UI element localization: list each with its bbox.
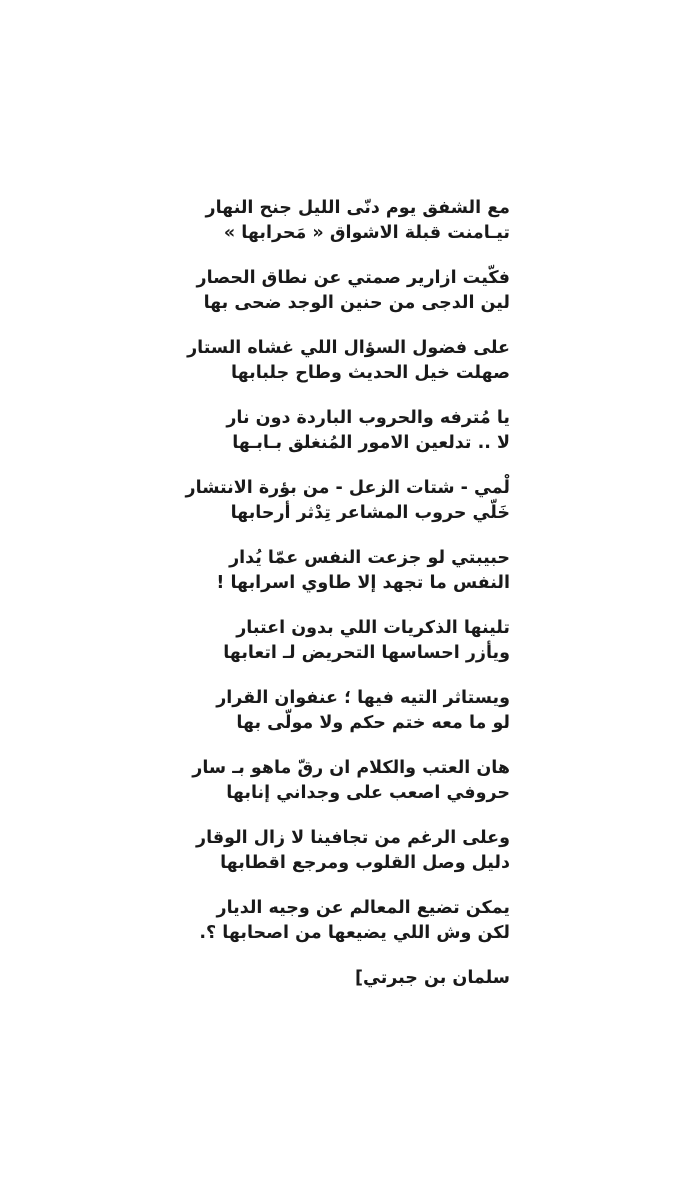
verse-first-hemistich: تلينها الذكريات اللي بدون اعتبار [236,618,510,638]
verse-second-hemistich: حروفي اصعب على وجداني إنابها [226,783,510,803]
verse-first-hemistich: يا مُترفه والحروب الباردة دون نار [226,408,510,428]
verse-first-hemistich: مع الشفق يوم دنّى الليل جنح النهار [205,198,510,218]
verse-second-hemistich: دليل وصل القلوب ومرجع اقطابها [220,853,510,873]
verse-second-hemistich: لكن وش اللي يضيعها من اصحابها ؟. [199,923,510,943]
verse-first-hemistich: هان العتب والكلام ان رقّ ماهو بـ سار [192,758,510,778]
stanza [170,826,510,876]
stanza [170,686,510,736]
stanza [170,266,510,316]
stanza [170,546,510,596]
stanza [170,406,510,456]
stanza [170,896,510,946]
verse-second-hemistich: النفس ما تجهد إلا طاوي اسرابها ! [216,573,510,593]
verse-second-hemistich: ويأزر احساسها التحريض لـ اتعابها [223,643,510,663]
verse-first-hemistich: على فضول السؤال اللي غشاه الستار [187,338,510,358]
verse-second-hemistich: خَلّي حروب المشاعر تِدْثر أرحابها [230,503,510,523]
verse-second-hemistich: صهلت خيل الحديث وطاح جلبابها [231,363,510,383]
verse-first-hemistich: حبيبتي لو جزعت النفس عمّا يُدار [229,548,510,568]
poet-signature: سلمان بن جبرتي] [354,968,510,988]
verse-second-hemistich: لا .. تدلعين الامور المُنغلق بـابـها [232,433,510,453]
stanza [170,196,510,246]
stanza [170,756,510,806]
verse-first-hemistich: ويستاثر التيه فيها ؛ عنفوان القرار [216,688,510,708]
verse-second-hemistich: لين الدجى من حنين الوجد ضحى بها [203,293,510,313]
verse-first-hemistich: وعلى الرغم من تجافينا لا زال الوقار [196,828,510,848]
verse-first-hemistich: لْمي - شتات الزعل - من بؤرة الانتشار [185,478,510,498]
verse-first-hemistich: فكّيت ازارير صمتي عن نطاق الحصار [196,268,510,288]
verse-first-hemistich: يمكن تضيع المعالم عن وجيه الديار [216,898,510,918]
verse-second-hemistich: تيـامنت قبلة الاشواق « مَحرابها » [223,223,510,243]
poem [170,196,510,991]
stanza [170,616,510,666]
verse-second-hemistich: لو ما معه ختم حكم ولا مولّى بها [236,713,510,733]
stanza [170,476,510,526]
stanza [170,336,510,386]
